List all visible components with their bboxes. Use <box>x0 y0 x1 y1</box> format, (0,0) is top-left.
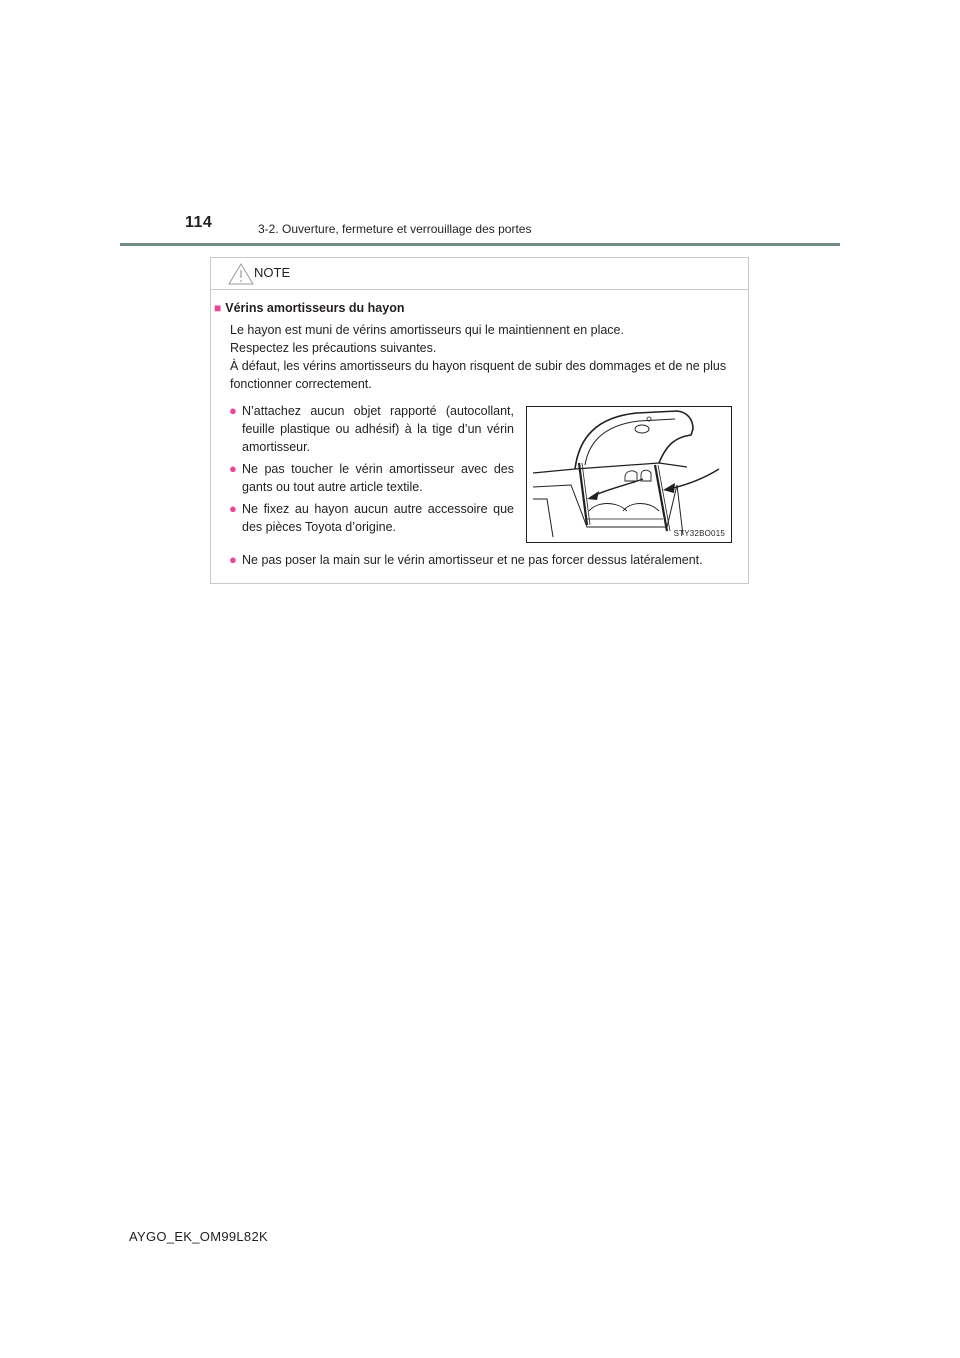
bullet-text: Ne pas poser la main sur le vérin amortisseur et ne pas forcer dessus latéralement. <box>242 553 703 567</box>
note-box <box>210 257 749 584</box>
section-title: 3-2. Ouverture, fermeture et verrouillage des portes <box>258 222 532 236</box>
bullet-item <box>229 551 749 569</box>
intro-line: Le hayon est muni de vérins amortisseurs qui le maintiennent en place. <box>230 323 624 337</box>
illustration-code: STY32BO015 <box>673 529 725 538</box>
tailgate-drawing <box>527 407 731 542</box>
subheading <box>214 301 404 315</box>
subheading-text: Vérins amortisseurs du hayon <box>225 301 405 315</box>
bullet-text: Ne fixez au hayon aucun autre accessoire que des pièces Toyota d’origine. <box>242 502 514 534</box>
header-divider <box>120 243 840 246</box>
intro-line: Respectez les précautions suivantes. <box>230 341 437 355</box>
circle-bullet-icon: ● <box>229 501 237 516</box>
square-bullet-icon: ■ <box>214 301 222 315</box>
page-number: 114 <box>185 214 213 231</box>
bullet-item <box>229 500 514 536</box>
document-code: AYGO_EK_OM99L82K <box>129 1229 268 1244</box>
note-header <box>211 258 748 290</box>
note-label: NOTE <box>254 265 291 280</box>
bullet-text: N’attachez aucun objet rapporté (autocollant, feuille plastique ou adhésif) à la tige d’un vérin amortisseur. <box>242 404 514 454</box>
tailgate-strut-illustration <box>526 406 732 543</box>
bullet-text: Ne pas toucher le vérin amortisseur avec des gants ou tout autre article textile. <box>242 462 514 494</box>
intro-text <box>230 321 745 393</box>
circle-bullet-icon: ● <box>229 403 237 418</box>
warning-triangle-icon <box>228 263 254 285</box>
bullet-item <box>229 460 514 496</box>
intro-line: À défaut, les vérins amortisseurs du hayon risquent de subir des dommages et de ne plus fonctionner correctement. <box>230 359 727 391</box>
circle-bullet-icon: ● <box>229 552 237 567</box>
bullet-item <box>229 402 514 456</box>
circle-bullet-icon: ● <box>229 461 237 476</box>
